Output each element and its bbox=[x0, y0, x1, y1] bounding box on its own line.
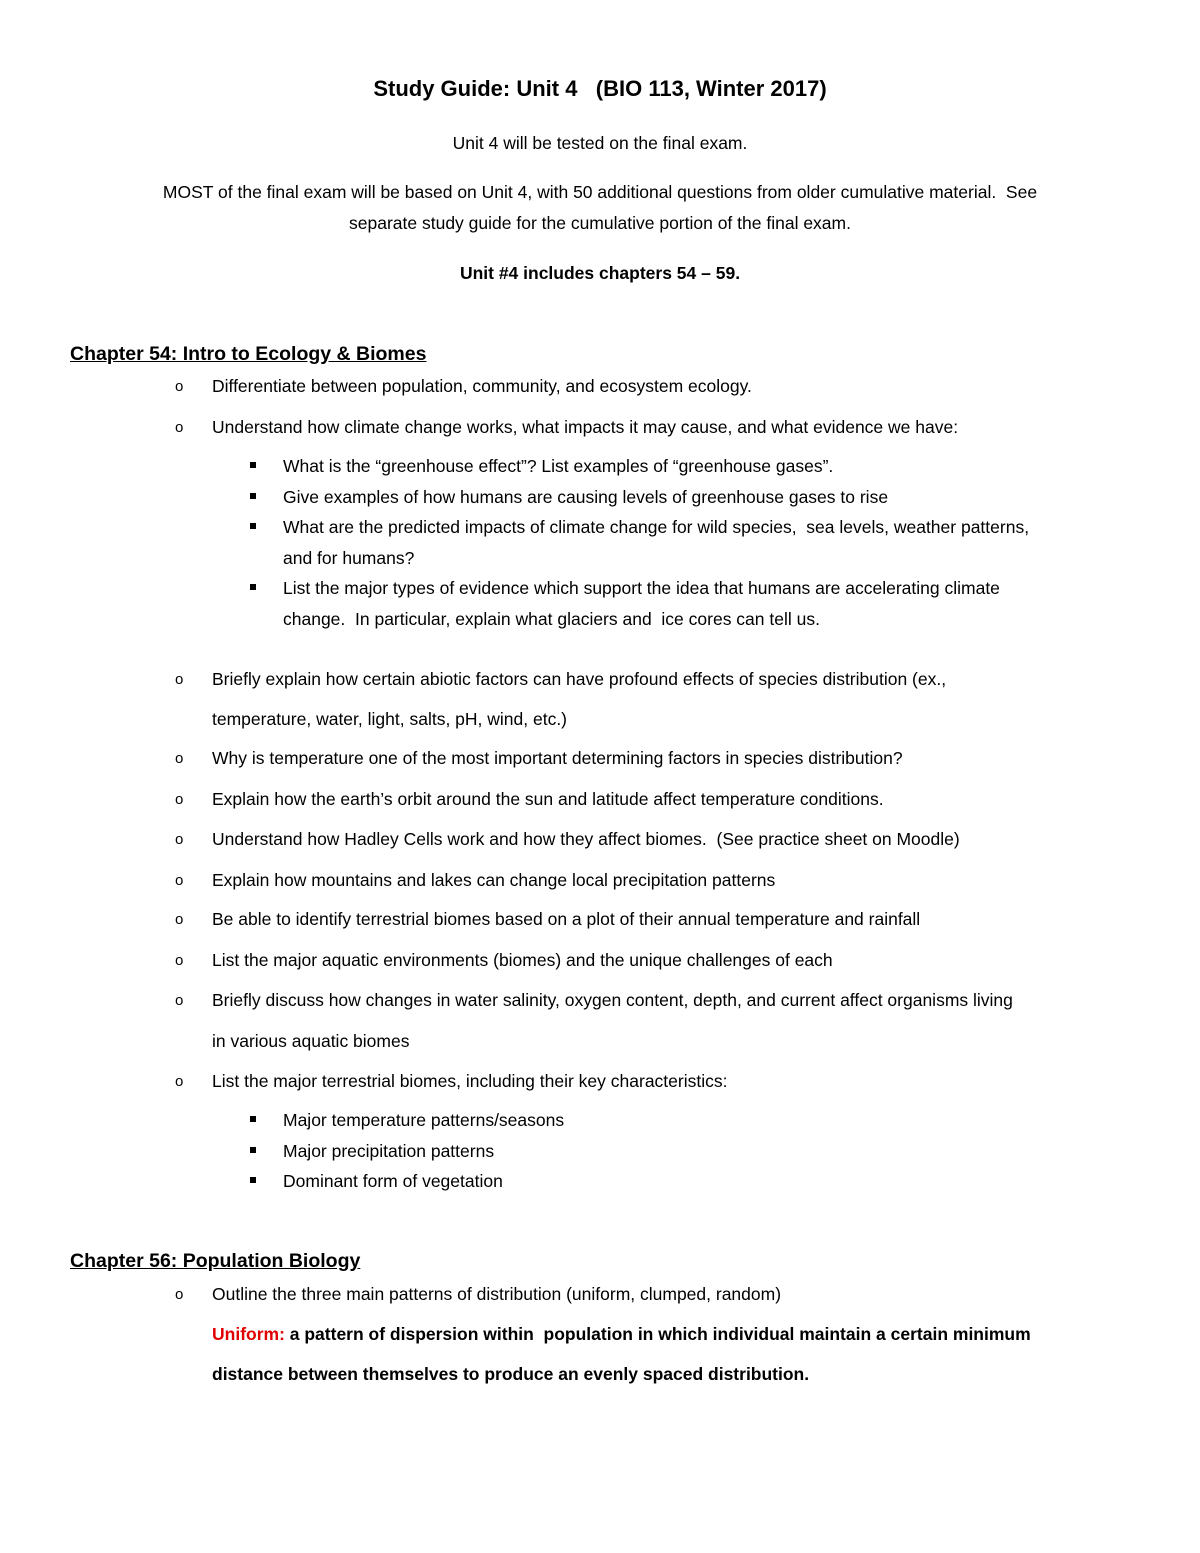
chapters-range: Unit #4 includes chapters 54 – 59. bbox=[459, 263, 741, 283]
square-bullet-icon bbox=[250, 462, 256, 468]
square-bullet-icon bbox=[250, 584, 256, 590]
intro-line-2b: separate study guide for the cumulative portion of the final exam. bbox=[349, 213, 851, 233]
sub-list-item-continuation: change. In particular, explain what glaciers and ice cores can tell us. bbox=[283, 609, 820, 629]
list-item: Why is temperature one of the most important determining factors in species distribution? bbox=[212, 748, 903, 768]
intro-line-1: Unit 4 will be tested on the final exam. bbox=[452, 133, 748, 153]
list-item-continuation: in various aquatic biomes bbox=[212, 1031, 410, 1051]
list-item: List the major terrestrial biomes, including their key characteristics: bbox=[212, 1071, 728, 1091]
list-item: Explain how the earth’s orbit around the sun and latitude affect temperature conditions. bbox=[212, 789, 884, 809]
square-bullet-icon bbox=[250, 1147, 256, 1153]
list-item-continuation: temperature, water, light, salts, pH, wind, etc.) bbox=[212, 709, 568, 729]
list-item: List the major aquatic environments (biomes) and the unique challenges of each bbox=[212, 950, 833, 970]
bullet-marker: o bbox=[175, 1073, 184, 1090]
sub-list-item: What is the “greenhouse effect”? List examples of “greenhouse gases”. bbox=[283, 456, 834, 476]
bullet-marker: o bbox=[175, 791, 184, 808]
list-item: Understand how climate change works, what impacts it may cause, and what evidence we have: bbox=[212, 417, 959, 437]
bullet-marker: o bbox=[175, 419, 184, 436]
bullet-marker: o bbox=[175, 671, 184, 688]
bullet-marker: o bbox=[175, 872, 184, 889]
square-bullet-icon bbox=[250, 1116, 256, 1122]
sub-list-item: Give examples of how humans are causing levels of greenhouse gases to rise bbox=[283, 487, 889, 507]
intro-line-2a: MOST of the final exam will be based on Unit 4, with 50 additional questions from older cumulative material. See bbox=[162, 182, 1038, 202]
definition-text: a pattern of dispersion within population in which individual maintain a certain minimum bbox=[284, 1324, 1031, 1344]
list-item: Be able to identify terrestrial biomes based on a plot of their annual temperature and rainfall bbox=[212, 909, 921, 929]
list-item: Differentiate between population, community, and ecosystem ecology. bbox=[212, 376, 752, 396]
list-item: Briefly explain how certain abiotic factors can have profound effects of species distribution (ex., bbox=[212, 669, 947, 689]
square-bullet-icon bbox=[250, 493, 256, 499]
bullet-marker: o bbox=[175, 1286, 184, 1303]
page-title: Study Guide: Unit 4 (BIO 113, Winter 2017) bbox=[373, 76, 827, 101]
bullet-marker: o bbox=[175, 831, 184, 848]
list-item: Briefly discuss how changes in water salinity, oxygen content, depth, and current affect organisms living bbox=[212, 990, 1013, 1010]
sub-list-item: List the major types of evidence which support the idea that humans are accelerating climate bbox=[283, 578, 1000, 598]
definition-text-continuation: distance between themselves to produce an evenly spaced distribution. bbox=[212, 1364, 810, 1384]
definition-term: Uniform: bbox=[212, 1324, 285, 1344]
sub-list-item-continuation: and for humans? bbox=[283, 548, 415, 568]
bullet-marker: o bbox=[175, 378, 184, 395]
chapter-56-heading: Chapter 56: Population Biology bbox=[70, 1250, 361, 1272]
sub-list-item: Major temperature patterns/seasons bbox=[283, 1110, 565, 1130]
list-item: Outline the three main patterns of distribution (uniform, clumped, random) bbox=[212, 1284, 782, 1304]
list-item: Explain how mountains and lakes can change local precipitation patterns bbox=[212, 870, 776, 890]
sub-list-item: Dominant form of vegetation bbox=[283, 1171, 503, 1191]
list-item: Understand how Hadley Cells work and how they affect biomes. (See practice sheet on Moodle) bbox=[212, 829, 960, 849]
square-bullet-icon bbox=[250, 523, 256, 529]
chapter-54-heading: Chapter 54: Intro to Ecology & Biomes bbox=[70, 343, 427, 365]
bullet-marker: o bbox=[175, 992, 184, 1009]
sub-list-item: Major precipitation patterns bbox=[283, 1141, 495, 1161]
definition-uniform bbox=[212, 1323, 1031, 1345]
bullet-marker: o bbox=[175, 750, 184, 767]
sub-list-item: What are the predicted impacts of climate change for wild species, sea levels, weather patterns, bbox=[283, 517, 1030, 537]
square-bullet-icon bbox=[250, 1177, 256, 1183]
bullet-marker: o bbox=[175, 911, 184, 928]
bullet-marker: o bbox=[175, 952, 184, 969]
